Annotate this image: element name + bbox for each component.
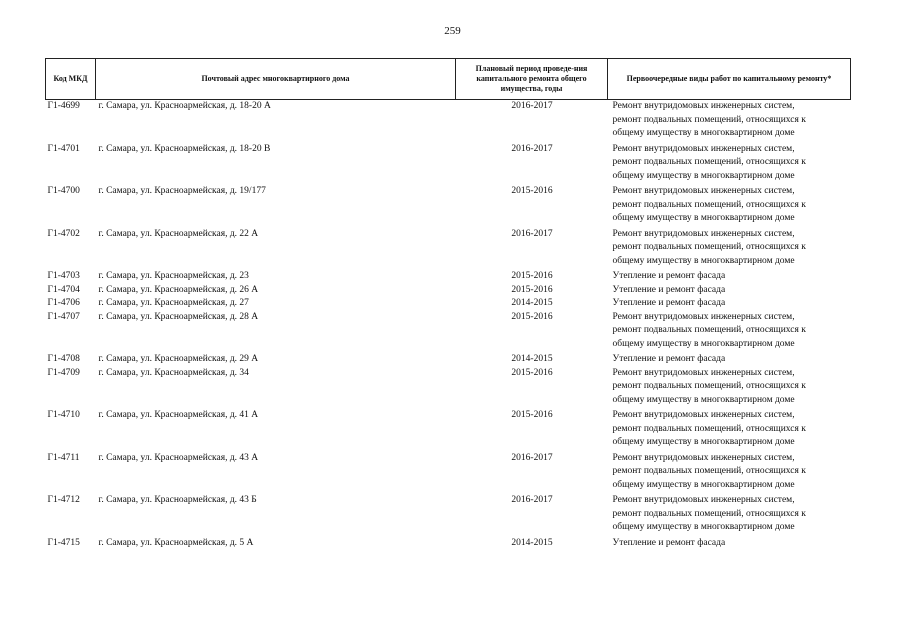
- work-line: ремонт подвальных помещений, относящихся к: [612, 381, 806, 391]
- work-line: Утепление и ремонт фасада: [612, 271, 726, 281]
- cell-address: г. Самара, ул. Красноармейская, д. 18-20 А: [98, 101, 271, 111]
- cell-address: г. Самара, ул. Красноармейская, д. 27: [98, 298, 249, 308]
- table-row: [46, 270, 851, 284]
- table-row: [46, 494, 851, 537]
- cell-address: г. Самара, ул. Красноармейская, д. 43 А: [98, 452, 259, 463]
- cell-period: 2014-2015: [511, 537, 553, 548]
- header-address: Почтовый адрес многоквартирного дома: [96, 59, 456, 100]
- table-row: [46, 185, 851, 228]
- cell-address: г. Самара, ул. Красноармейская, д. 22 А: [98, 228, 259, 239]
- cell-code: Г1-4704: [47, 284, 80, 295]
- cell-works: [608, 353, 851, 367]
- cell-works: [608, 494, 851, 537]
- work-line: Ремонт внутридомовых инженерных систем,: [612, 186, 795, 196]
- table-row: [46, 367, 851, 410]
- cell-period: 2014-2015: [511, 298, 553, 308]
- cell-works: [608, 185, 851, 228]
- cell-address: г. Самара, ул. Красноармейская, д. 26 А: [98, 284, 259, 295]
- cell-address: г. Самара, ул. Красноармейская, д. 23: [98, 271, 249, 281]
- work-line: Утепление и ремонт фасада: [612, 537, 726, 548]
- work-line: ремонт подвальных помещений, относящихся к: [612, 508, 806, 519]
- cell-code: Г1-4703: [47, 271, 80, 281]
- cell-period: 2016-2017: [511, 495, 553, 505]
- work-line: Ремонт внутридомовых инженерных систем,: [612, 452, 795, 463]
- work-line: ремонт подвальных помещений, относящихся к: [612, 199, 806, 210]
- cell-address: г. Самара, ул. Красноармейская, д. 29 А: [98, 354, 259, 364]
- work-line: Утепление и ремонт фасада: [612, 298, 726, 308]
- table-row: [46, 537, 851, 551]
- work-line: общему имуществу в многоквартирном доме: [612, 437, 795, 447]
- cell-works: [608, 284, 851, 298]
- register-table: [45, 58, 851, 550]
- work-line: ремонт подвальных помещений, относящихся к: [612, 423, 806, 434]
- cell-code: Г1-4709: [47, 367, 80, 378]
- cell-works: [608, 452, 851, 495]
- cell-address: г. Самара, ул. Красноармейская, д. 41 А: [98, 410, 259, 420]
- work-line: ремонт подвальных помещений, относящихся к: [612, 325, 806, 335]
- cell-period: 2015-2016: [511, 186, 553, 196]
- cell-code: Г1-4706: [47, 298, 80, 308]
- cell-period: 2014-2015: [511, 354, 553, 364]
- cell-period: 2016-2017: [511, 143, 553, 154]
- table-row: [46, 452, 851, 495]
- cell-works: [608, 100, 851, 143]
- table-header: [46, 59, 851, 100]
- work-line: Ремонт внутридомовых инженерных систем,: [612, 101, 795, 111]
- table-row: [46, 297, 851, 311]
- work-line: общему имуществу в многоквартирном доме: [612, 170, 795, 181]
- work-line: общему имуществу в многоквартирном доме: [612, 338, 795, 349]
- work-line: общему имуществу в многоквартирном доме: [612, 255, 795, 266]
- cell-period: 2015-2016: [511, 284, 553, 295]
- cell-works: [608, 537, 851, 551]
- cell-works: [608, 270, 851, 284]
- work-line: Утепление и ремонт фасада: [612, 354, 726, 364]
- work-line: ремонт подвальных помещений, относящихся к: [612, 114, 806, 125]
- page-number: 259: [444, 25, 461, 37]
- header-period: Плановый период проведе-ния капитального ремонта общего имущества, годы: [456, 59, 608, 100]
- cell-works: [608, 367, 851, 410]
- cell-code: Г1-4712: [47, 495, 80, 505]
- work-line: Ремонт внутридомовых инженерных систем,: [612, 367, 795, 378]
- cell-period: 2015-2016: [511, 311, 553, 322]
- cell-code: Г1-4715: [47, 537, 80, 548]
- cell-address: г. Самара, ул. Красноармейская, д. 19/177: [98, 186, 266, 196]
- work-line: общему имуществу в многоквартирном доме: [612, 213, 795, 223]
- cell-period: 2015-2016: [511, 367, 553, 378]
- table-body: [46, 100, 851, 551]
- cell-period: 2016-2017: [511, 228, 553, 239]
- cell-address: г. Самара, ул. Красноармейская, д. 34: [98, 367, 249, 378]
- table-row: [46, 409, 851, 452]
- cell-address: г. Самара, ул. Красноармейская, д. 43 Б: [98, 495, 257, 505]
- table-row: [46, 353, 851, 367]
- cell-code: Г1-4708: [47, 354, 80, 364]
- cell-works: [608, 143, 851, 186]
- work-line: ремонт подвальных помещений, относящихся к: [612, 157, 806, 167]
- cell-period: 2016-2017: [511, 101, 553, 111]
- cell-period: 2016-2017: [511, 452, 553, 463]
- cell-code: Г1-4711: [47, 452, 80, 463]
- cell-address: г. Самара, ул. Красноармейская, д. 5 А: [98, 537, 254, 548]
- work-line: ремонт подвальных помещений, относящихся к: [612, 466, 806, 476]
- cell-code: Г1-4710: [47, 410, 80, 420]
- header-code: Код МКД: [46, 59, 96, 100]
- cell-period: 2015-2016: [511, 271, 553, 281]
- work-line: Ремонт внутридомовых инженерных систем,: [612, 143, 795, 154]
- cell-works: [608, 311, 851, 354]
- work-line: общему имуществу в многоквартирном доме: [612, 394, 795, 405]
- cell-works: [608, 297, 851, 311]
- work-line: ремонт подвальных помещений, относящихся к: [612, 242, 806, 252]
- work-line: общему имуществу в многоквартирном доме: [612, 128, 795, 138]
- cell-code: Г1-4700: [47, 186, 80, 196]
- table-row: [46, 311, 851, 354]
- cell-code: Г1-4702: [47, 228, 80, 239]
- cell-code: Г1-4707: [47, 311, 80, 322]
- header-works: Первоочередные виды работ по капитальному ремонту*: [608, 59, 851, 100]
- table-row: [46, 100, 851, 143]
- cell-period: 2015-2016: [511, 410, 553, 420]
- work-line: Утепление и ремонт фасада: [612, 284, 726, 295]
- cell-address: г. Самара, ул. Красноармейская, д. 28 А: [98, 311, 259, 322]
- table-row: [46, 284, 851, 298]
- cell-works: [608, 409, 851, 452]
- work-line: Ремонт внутридомовых инженерных систем,: [612, 228, 795, 239]
- work-line: общему имуществу в многоквартирном доме: [612, 479, 795, 490]
- cell-address: г. Самара, ул. Красноармейская, д. 18-20 В: [98, 143, 271, 154]
- work-line: Ремонт внутридомовых инженерных систем,: [612, 410, 795, 420]
- cell-code: Г1-4701: [47, 143, 80, 154]
- table-row: [46, 228, 851, 271]
- cell-works: [608, 228, 851, 271]
- cell-code: Г1-4699: [47, 101, 80, 111]
- work-line: Ремонт внутридомовых инженерных систем,: [612, 495, 795, 505]
- work-line: Ремонт внутридомовых инженерных систем,: [612, 311, 795, 322]
- work-line: общему имуществу в многоквартирном доме: [612, 522, 795, 532]
- table-row: [46, 143, 851, 186]
